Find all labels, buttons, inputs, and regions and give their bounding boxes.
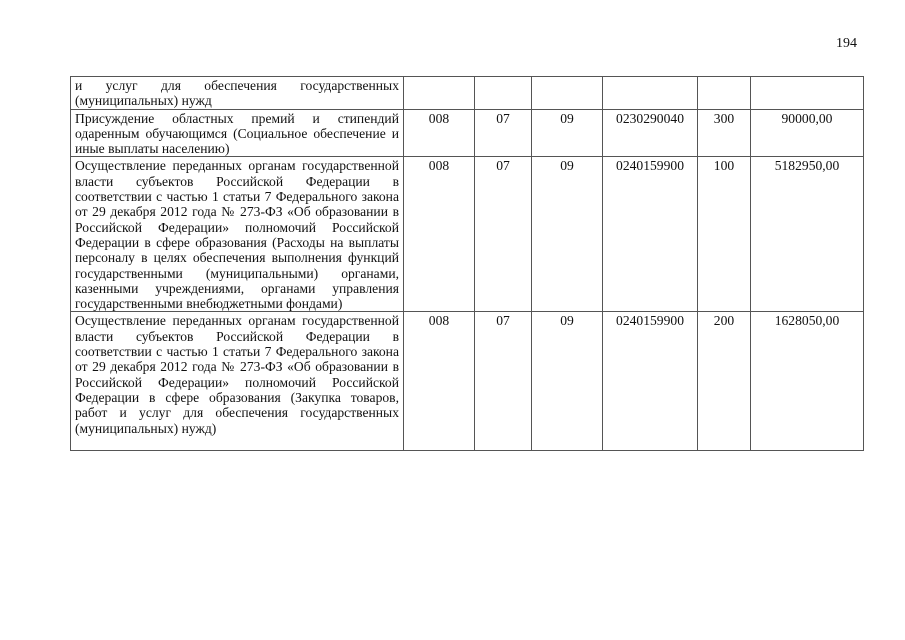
pr-code: 09 xyxy=(532,157,603,312)
rz-code: 07 xyxy=(475,157,532,312)
page-number: 194 xyxy=(836,36,857,51)
table-row xyxy=(71,109,864,157)
table-row xyxy=(71,312,864,450)
csr-code: 0240159900 xyxy=(603,157,698,312)
sum-value: 5182950,00 xyxy=(751,157,864,312)
pr-code: 09 xyxy=(532,109,603,157)
sum-value: 1628050,00 xyxy=(751,312,864,450)
rz-code: 07 xyxy=(475,109,532,157)
sum-value xyxy=(751,77,864,110)
csr-code xyxy=(603,77,698,110)
ved-code: 008 xyxy=(404,109,475,157)
budget-table xyxy=(70,76,864,451)
csr-code: 0240159900 xyxy=(603,312,698,450)
row-description: и услуг для обеспечения государственных (муниципальных) нужд xyxy=(71,77,404,110)
row-description: Присуждение областных премий и стипендий одаренным обучающимся (Социальное обеспечение и иные выплаты населению) xyxy=(71,109,404,157)
table-row xyxy=(71,77,864,110)
vr-code: 100 xyxy=(698,157,751,312)
pr-code: 09 xyxy=(532,312,603,450)
sum-value: 90000,00 xyxy=(751,109,864,157)
row-description: Осуществление переданных органам государственной власти субъектов Российской Федерации в соответствии с частью 1 статьи 7 Федерального закона от 29 декабря 2012 года № 273-ФЗ «Об образовании в Российской Федерации» полномочий Российской Федерации в сфере образования (Закупка товаров, работ и услуг для обеспечения государственных (муниципальных) нужд) xyxy=(71,312,404,450)
rz-code xyxy=(475,77,532,110)
ved-code: 008 xyxy=(404,157,475,312)
row-description: Осуществление переданных органам государственной власти субъектов Российской Федерации в соответствии с частью 1 статьи 7 Федерального закона от 29 декабря 2012 года № 273-ФЗ «Об образовании в Российской Федерации» полномочий Российской Федерации в сфере образования (Расходы на выплаты персоналу в целях обеспечения выполнения функций государственными (муниципальными) органами, казенными учреждениями, органами управления государственными внебюджетными фондами) xyxy=(71,157,404,312)
ved-code xyxy=(404,77,475,110)
table-row xyxy=(71,157,864,312)
vr-code: 200 xyxy=(698,312,751,450)
vr-code: 300 xyxy=(698,109,751,157)
pr-code xyxy=(532,77,603,110)
ved-code: 008 xyxy=(404,312,475,450)
vr-code xyxy=(698,77,751,110)
csr-code: 0230290040 xyxy=(603,109,698,157)
rz-code: 07 xyxy=(475,312,532,450)
